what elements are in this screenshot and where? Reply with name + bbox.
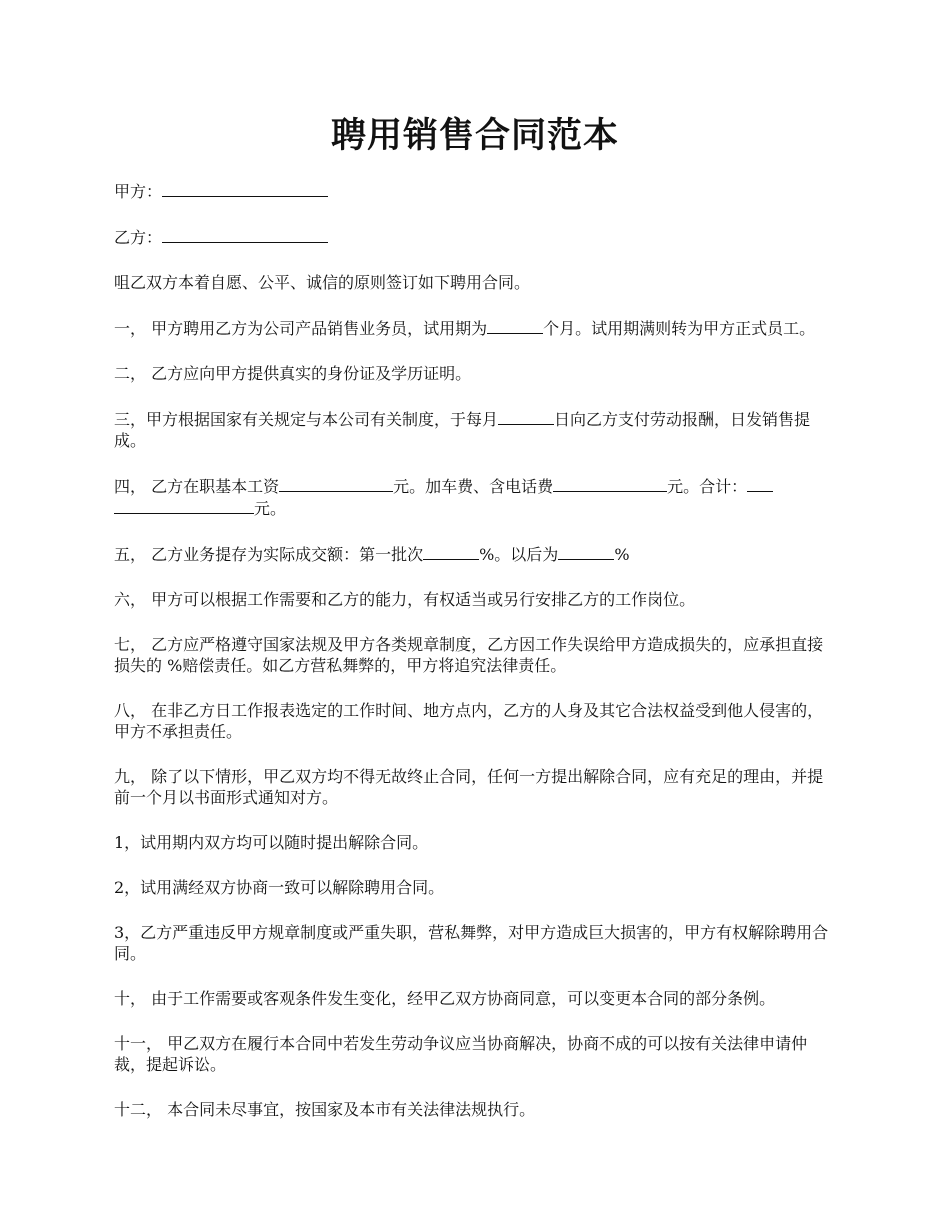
- party-a-line: [114, 180, 834, 202]
- party-b-blank: [162, 226, 328, 243]
- clause-9: 九， 除了以下情形，甲乙双方均不得无故终止合同，任何一方提出解除合同，应有充足的理由，并提前一个月以书面形式通知对方。: [114, 767, 824, 807]
- clause-4: [114, 475, 834, 519]
- clause-9-item-3: 3，乙方严重违反甲方规章制度或严重失职，营私舞弊，对甲方造成巨大损害的，甲方有权解除聘用合同。: [114, 923, 829, 963]
- clause-6: 六， 甲方可以根据工作需要和乙方的能力，有权适当或另行安排乙方的工作岗位。: [114, 590, 696, 609]
- clause-1-text-a: 一， 甲方聘用乙方为公司产品销售业务员，试用期为: [114, 319, 488, 338]
- probation-months-blank: [487, 317, 543, 334]
- party-b-line: [114, 226, 834, 248]
- clause-1: [114, 317, 834, 339]
- clause-9-item-2: 2，试用满经双方协商一致可以解除聘用合同。: [114, 878, 445, 897]
- clause-5: [114, 543, 834, 565]
- contract-body: [114, 180, 834, 1120]
- later-percent-blank: [558, 543, 614, 560]
- clause-4-text-c: 元。合计：: [667, 477, 748, 496]
- clause-10: 十， 由于工作需要或客观条件发生变化，经甲乙双方协商同意，可以变更本合同的部分条例。: [114, 989, 776, 1008]
- clause-1-text-b: 个月。试用期满则转为甲方正式员工。: [543, 319, 816, 338]
- clause-8: 八， 在非乙方日工作报表选定的工作时间、地方点内，乙方的人身及其它合法权益受到他人侵害的，甲方不承担责任。: [114, 701, 824, 741]
- clause-3-text-a: 三，甲方根据国家有关规定与本公司有关制度，于每月: [114, 410, 499, 429]
- allowance-blank: [553, 475, 667, 492]
- pay-day-blank: [498, 408, 554, 425]
- clause-5-text-a: 五， 乙方业务提存为实际成交额：第一批次: [114, 545, 424, 564]
- clause-4-text-b: 元。加车费、含电话费: [393, 477, 554, 496]
- clause-3: [114, 408, 834, 451]
- clause-9-item-1: 1，试用期内双方均可以随时提出解除合同。: [114, 833, 429, 852]
- total-blank-part2: [114, 497, 254, 514]
- clause-7: 七， 乙方应严格遵守国家法规及甲方各类规章制度，乙方因工作失误给甲方造成损失的，应承担直接损失的 %赔偿责任。如乙方营私舞弊的，甲方将追究法律责任。: [114, 635, 824, 675]
- clause-4-text-a: 四， 乙方在职基本工资: [114, 477, 280, 496]
- clause-11: 十一， 甲乙双方在履行本合同中若发生劳动争议应当协商解决，协商不成的可以按有关法律申请仲裁，提起诉讼。: [114, 1034, 808, 1074]
- total-blank-part1: [747, 475, 773, 492]
- party-b-label: 乙方：: [114, 228, 163, 247]
- first-batch-percent-blank: [423, 543, 479, 560]
- clause-3-text-b: 日向乙方支付劳动报酬，日发销售提成。: [114, 410, 811, 450]
- clause-12: 十二， 本合同未尽事宜，按国家及本市有关法律法规执行。: [114, 1100, 536, 1119]
- intro-paragraph: 咀乙双方本着自愿、公平、诚信的原则签订如下聘用合同。: [114, 273, 531, 292]
- clause-2: 二， 乙方应向甲方提供真实的身份证及学历证明。: [114, 364, 472, 383]
- party-a-blank: [162, 180, 328, 197]
- clause-5-text-b: %。以后为: [479, 545, 559, 564]
- party-a-label: 甲方：: [114, 182, 163, 201]
- base-salary-blank: [279, 475, 393, 492]
- page-title: 聘用销售合同范本: [330, 115, 619, 156]
- clause-4-text-d: 元。: [254, 499, 287, 518]
- clause-5-text-c: %: [614, 545, 630, 564]
